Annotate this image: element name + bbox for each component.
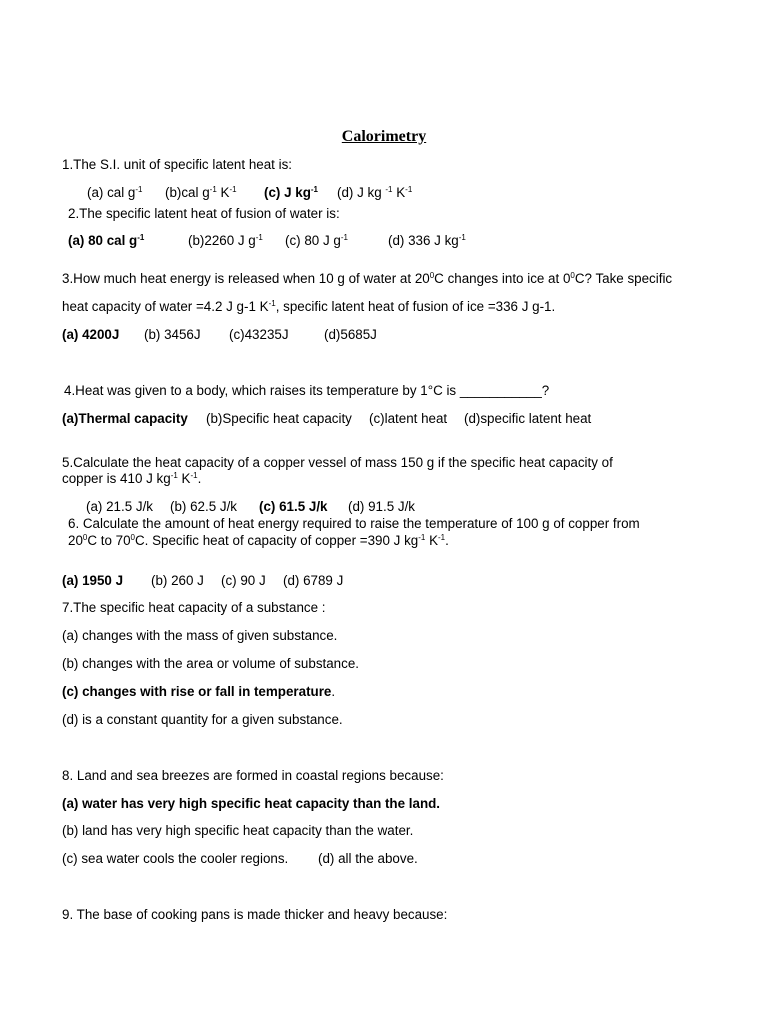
question-7-option-a: (a) changes with the mass of given substance. — [62, 628, 338, 643]
question-3-option-a: (a) 4200J — [62, 327, 120, 342]
question-6-stem-line-1: 6. Calculate the amount of heat energy required to raise the temperature of 100 g of copper from — [68, 516, 640, 531]
question-2-option-c: (c) 80 J $g^{-1}$ — [285, 233, 348, 248]
question-4-option-c: (c)latent heat — [369, 411, 448, 426]
question-4-stem: 4.Heat was given to a body, which raises its temperature by 1°C is ___________? — [64, 383, 550, 398]
question-7-option-b: (b) changes with the area or volume of substance. — [62, 656, 359, 671]
question-2-stem: 2.The specific latent heat of fusion of water is: — [68, 206, 340, 221]
question-7-option-d: (d) is a constant quantity for a given substance. — [62, 712, 343, 727]
question-4-option-b: (b)Specific heat capacity — [206, 411, 352, 426]
question-5-option-c: (c) 61.5 J/k — [259, 499, 328, 514]
question-8-option-c: (c) sea water cools the cooler regions. — [62, 851, 289, 866]
question-1-option-a: (a) cal $g^{-1}$ — [87, 185, 143, 200]
question-2-option-b: (b)2260 J $g^{-1}$ — [188, 233, 263, 248]
question-8-stem: 8. Land and sea breezes are formed in coastal regions because: — [62, 768, 444, 783]
question-7-stem: 7.The specific heat capacity of a substance : — [62, 600, 326, 615]
question-5-option-a: (a) 21.5 J/k — [86, 499, 153, 514]
question-4-option-a: (a)Thermal capacity — [62, 411, 188, 426]
question-6-option-a: (a) 1950 J — [62, 573, 124, 588]
question-6-option-c: (c) 90 J — [221, 573, 266, 588]
question-1-option-c: (c) J $kg^{-1}$ — [264, 185, 319, 200]
question-3-stem-line-1: 3.How much heat energy is released when 10 g of water at $20^0C$ changes into ice at $0^0C$? Take specific — [62, 271, 673, 286]
question-5-option-d: (d) 91.5 J/k — [348, 499, 415, 514]
question-7-option-c: (c) changes with rise or fall in temperature. — [62, 684, 336, 699]
question-5-stem-line-1: 5.Calculate the heat capacity of a copper vessel of mass 150 g if the specific heat capacity of — [62, 455, 613, 470]
question-3-option-b: (b) 3456J — [144, 327, 201, 342]
question-8-option-b: (b) land has very high specific heat capacity than the water. — [62, 823, 414, 838]
question-4-option-d: (d)specific latent heat — [464, 411, 592, 426]
question-6-option-b: (b) 260 J — [151, 573, 204, 588]
question-1-option-d: (d) J kg $^{-1}$ $K^{-1}$ — [337, 185, 413, 200]
question-3-option-d: (d)5685J — [324, 327, 377, 342]
question-6-stem-line-2: $20^0C$ to $70^0C$. Specific heat of capacity of copper =390 J $kg^{-1}$ $K^{-1}$. — [68, 533, 449, 548]
question-8-option-d: (d) all the above. — [318, 851, 418, 866]
question-3-option-c: (c)43235J — [229, 327, 289, 342]
question-8-option-a: (a) water has very high specific heat capacity than the land. — [62, 796, 441, 811]
question-5-stem-line-2: copper is 410 J $kg^{-1}$ $K^{-1}$. — [62, 471, 202, 486]
question-5-option-b: (b) 62.5 J/k — [170, 499, 237, 514]
question-3-stem-line-2: heat capacity of water =4.2 J g-1 $K^{-1}$, specific latent heat of fusion of ice =336 J g-1. — [62, 299, 556, 314]
question-1-option-b: (b)cal $g^{-1}$ $K^{-1}$ — [165, 185, 237, 200]
page-title: Calorimetry — [341, 128, 427, 145]
question-1-stem: 1.The S.I. unit of specific latent heat is: — [62, 157, 292, 172]
question-2-option-a: (a) 80 cal $g^{-1}$ — [68, 233, 145, 248]
question-9-stem: 9. The base of cooking pans is made thicker and heavy because: — [62, 907, 448, 922]
question-6-option-d: (d) 6789 J — [283, 573, 344, 588]
question-2-option-d: (d) 336 J $kg^{-1}$ — [388, 233, 466, 248]
